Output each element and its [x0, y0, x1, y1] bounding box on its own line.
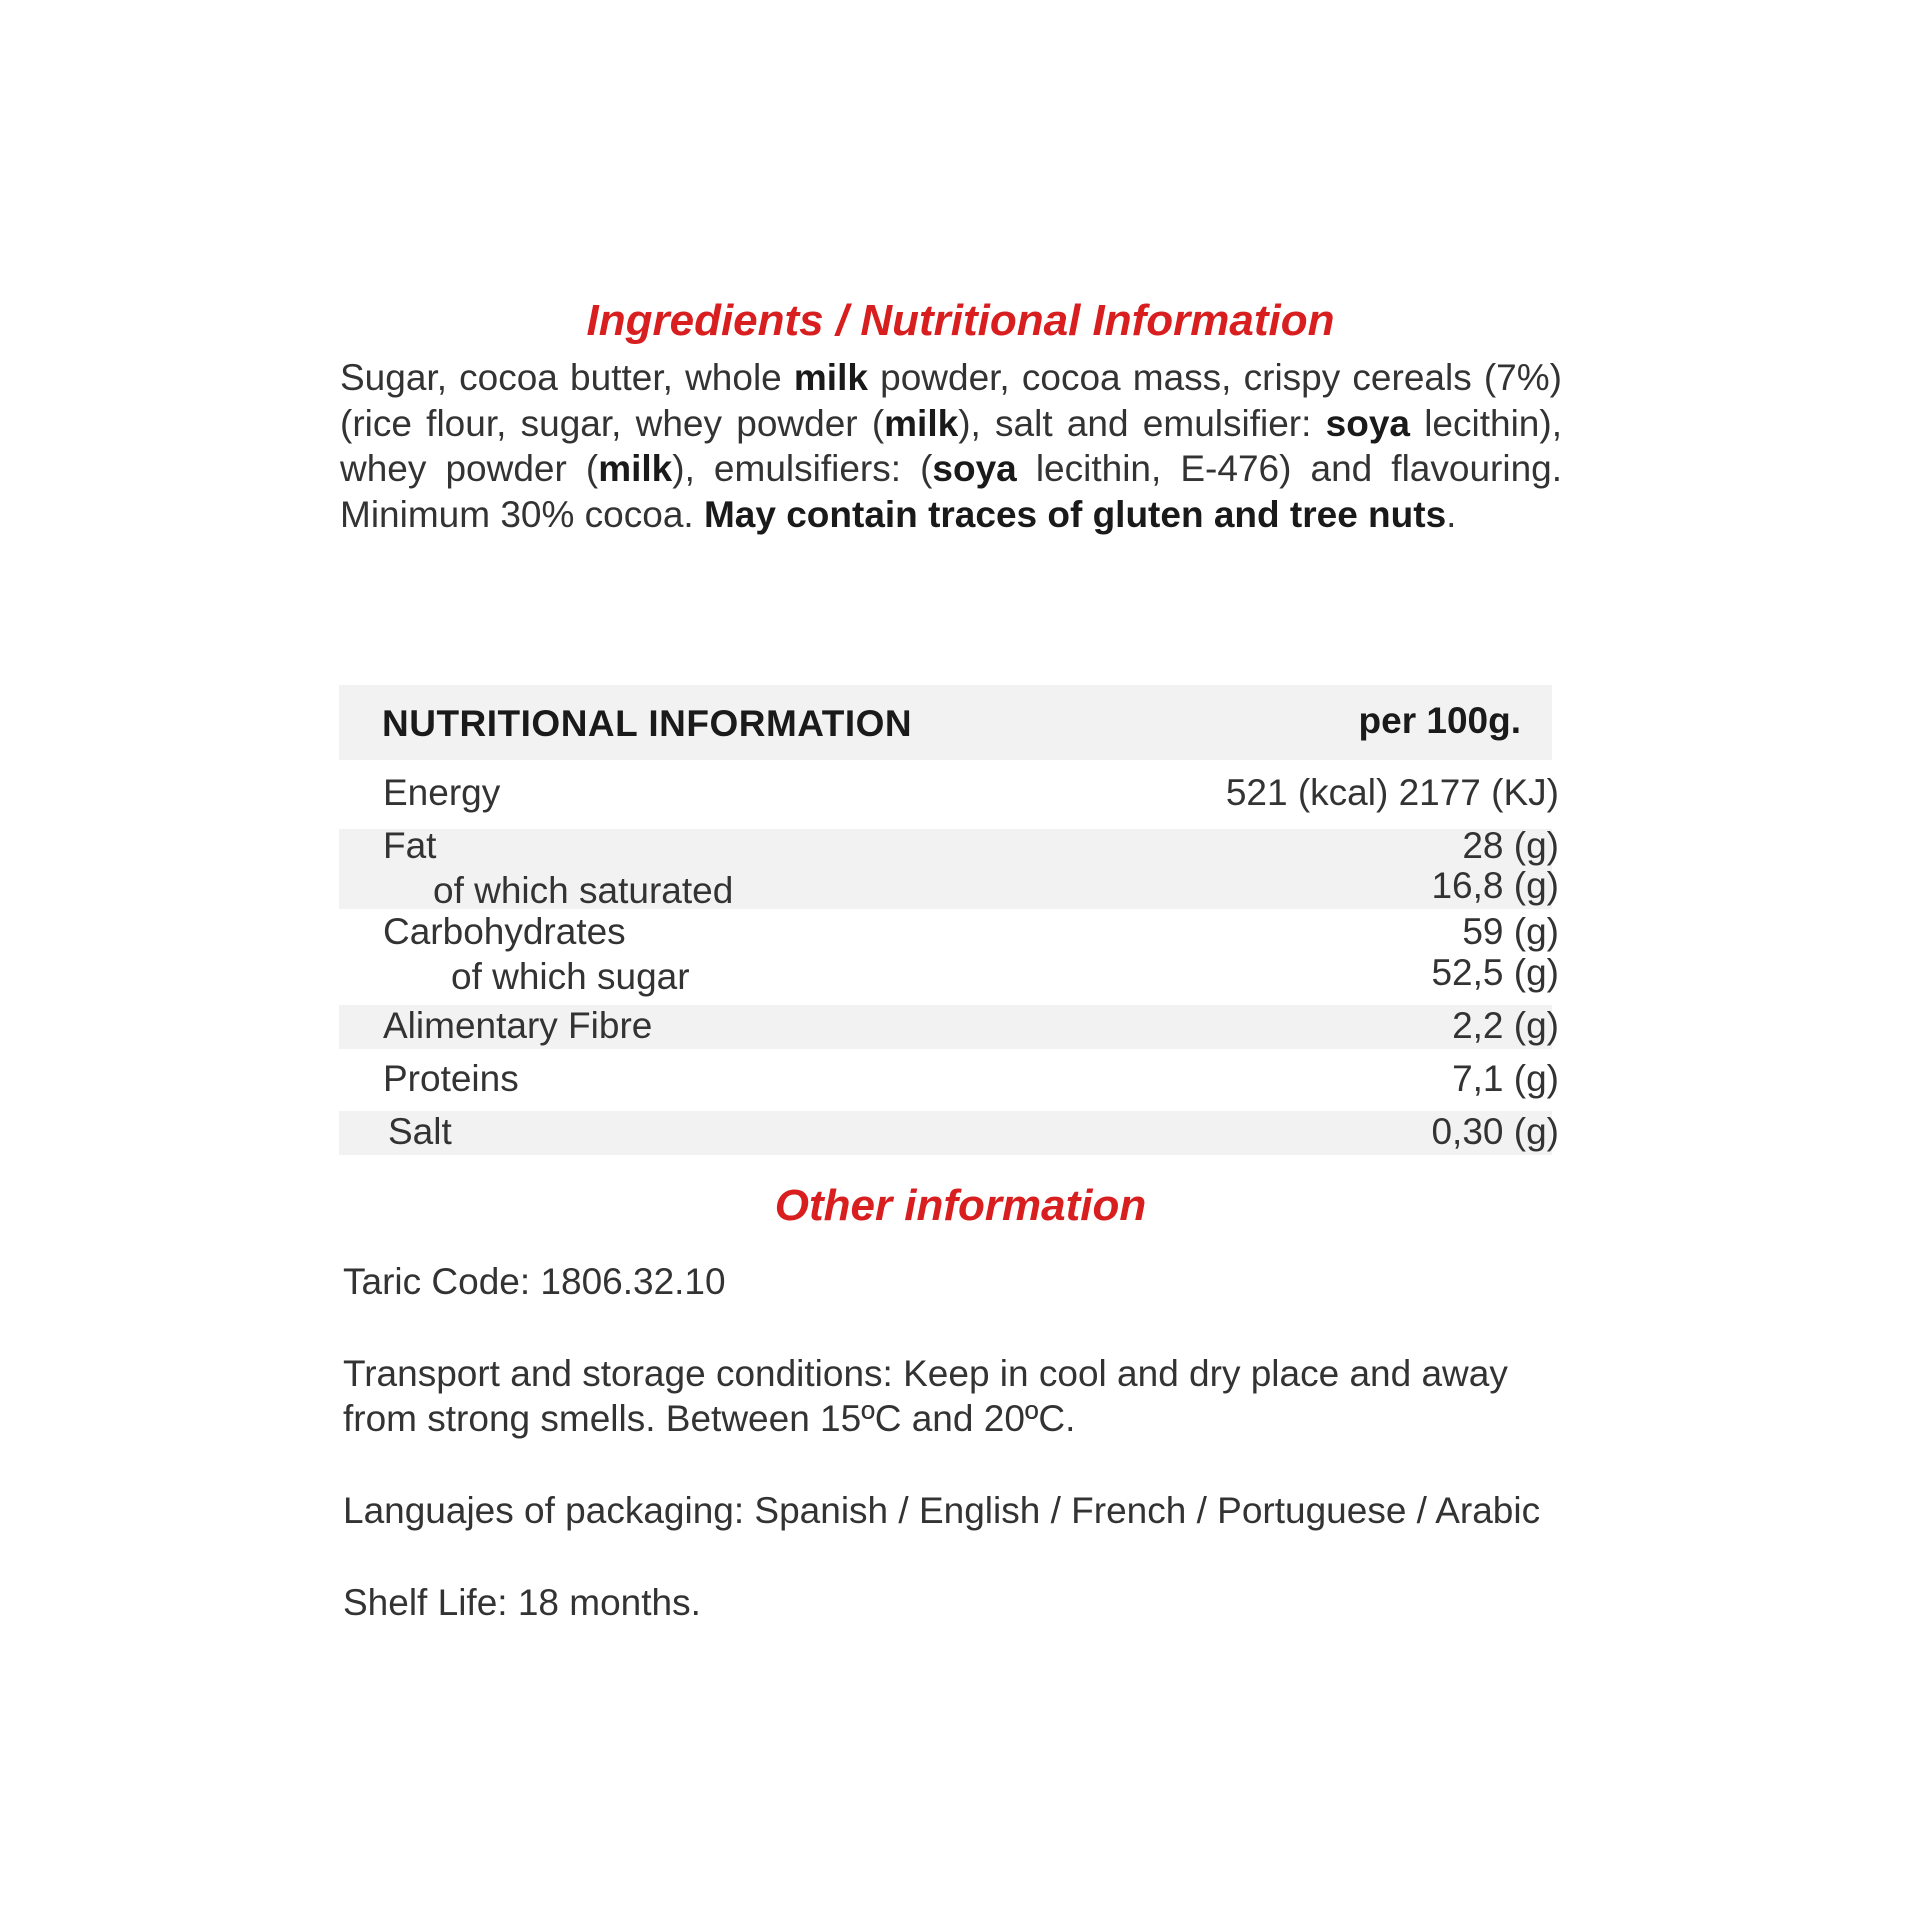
nutrition-value-saturated: 16,8 (g)	[1431, 865, 1559, 906]
nutrition-value-fat: 28 (g)	[1462, 825, 1559, 866]
nutrition-value-salt: 0,30 (g)	[1431, 1111, 1559, 1152]
ingredient-text-segment: Sugar, cocoa butter, whole	[340, 357, 794, 398]
other-information-heading: Other information	[774, 1181, 1147, 1230]
transport-conditions-line-1: Transport and storage conditions: Keep in cool and dry place and away	[343, 1353, 1508, 1394]
nutrition-label-salt: Salt	[388, 1111, 452, 1152]
ingredient-allergen: May contain traces of gluten and tree nuts	[703, 493, 1447, 535]
nutrition-value-fibre: 2,2 (g)	[1452, 1005, 1559, 1046]
nutrition-value-sugar: 52,5 (g)	[1431, 952, 1559, 993]
nutrition-table-header	[339, 685, 1552, 760]
nutrition-label-sugar: of which sugar	[451, 956, 690, 997]
nutrition-header-unit: per 100g.	[1358, 700, 1521, 741]
transport-conditions-line-2: from strong smells. Between 15ºC and 20ºC.	[343, 1398, 1076, 1439]
nutrition-row-shade-salt	[339, 1111, 1552, 1155]
ingredient-text-segment: ), emulsifiers: (	[672, 448, 933, 489]
ingredients-heading: Ingredients / Nutritional Information	[586, 296, 1335, 345]
ingredient-text-segment: lecithin, E-476) and flavouring. Minimum 30% cocoa.	[340, 448, 1563, 535]
ingredient-allergen: soya	[932, 448, 1017, 489]
nutrition-value-proteins: 7,1 (g)	[1452, 1058, 1559, 1099]
shelf-life: Shelf Life: 18 months.	[343, 1582, 701, 1623]
nutrition-label-fat: Fat	[383, 825, 437, 866]
ingredient-text-segment: powder, cocoa mass, crispy cereals (7%) (rice flour, sugar, whey powder (	[340, 357, 1562, 444]
ingredient-allergen: soya	[1325, 402, 1410, 444]
nutrition-value-carbohydrates: 59 (g)	[1462, 911, 1559, 952]
ingredient-allergen: milk	[598, 448, 673, 489]
nutrition-header-title: NUTRITIONAL INFORMATION	[382, 703, 913, 744]
nutrition-label-proteins: Proteins	[383, 1058, 519, 1099]
nutrition-label-carbohydrates: Carbohydrates	[383, 911, 626, 952]
ingredients-text	[340, 355, 1562, 537]
ingredient-text-segment: .	[1446, 493, 1457, 535]
ingredient-allergen: milk	[884, 402, 959, 444]
nutrition-value-energy: 521 (kcal) 2177 (KJ)	[1225, 772, 1559, 813]
packaging-languages: Languajes of packaging: Spanish / English / French / Portuguese / Arabic	[343, 1490, 1541, 1531]
ingredient-text-segment: ), salt and emulsifier:	[958, 402, 1326, 444]
nutrition-label-saturated: of which saturated	[433, 870, 734, 911]
nutrition-label-energy: Energy	[383, 772, 501, 813]
nutrition-label-fibre: Alimentary Fibre	[383, 1005, 653, 1046]
taric-code: Taric Code: 1806.32.10	[343, 1261, 726, 1302]
ingredient-text-segment: lecithin), whey powder (	[340, 402, 1562, 489]
ingredient-allergen: milk	[793, 357, 868, 398]
